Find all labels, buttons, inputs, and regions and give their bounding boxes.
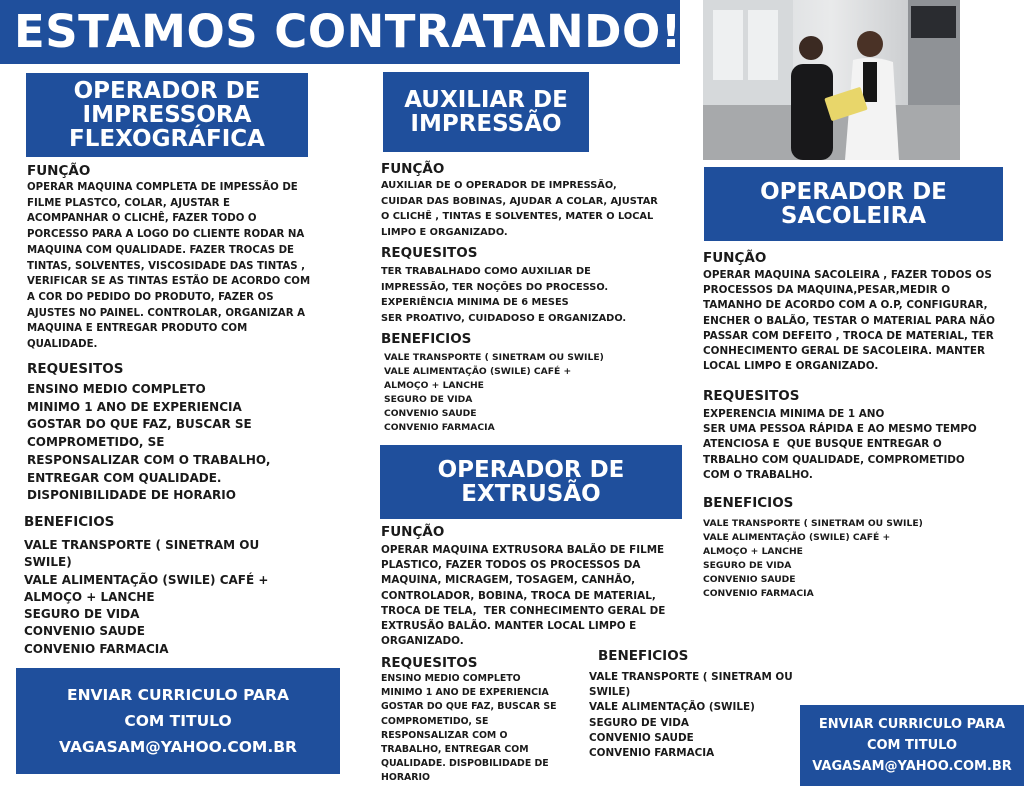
page-title: ESTAMOS CONTRATANDO! [0, 0, 680, 64]
beneficios-label: BENEFICIOS [703, 495, 794, 511]
office-photo [703, 0, 960, 160]
job-title-operador-impressora: OPERADOR DE IMPRESSORA FLEXOGRÁFICA [26, 73, 308, 157]
requisitos-text: EXPERENCIA MINIMA DE 1 ANO SER UMA PESSOA RÁPIDA E AO MESMO TEMPO ATENCIOSA E QUE BUSQUE ENTREGAR O TRBALHO COM QUALIDADE, COMPROMETIDO COM O TRABALHO. [703, 408, 977, 481]
beneficios-label: BENEFICIOS [598, 648, 689, 664]
send-cv-box: ENVIAR CURRICULO PARA COM TITULO VAGASAM@YAHOO.COM.BR [800, 705, 1024, 786]
funcao-text: OPERAR MAQUINA EXTRUSORA BALÃO DE FILME PLASTICO, FAZER TODOS OS PROCESSOS DA MAQUINA, MICRAGEM, TOSAGEM, CANHÃO, CONTROLADOR, BOBINA, TROCA DE MATERIAL, TROCA DE TELA, TER CONHECIMENTO GERAL DE EXTRUSÃO BALÃO. MANTER LOCAL LIMPO E ORGANIZADO. [381, 544, 666, 648]
funcao-label: FUNÇÃO [381, 161, 445, 177]
requisitos-label: REQUESITOS [381, 245, 478, 261]
funcao-text: OPERAR MAQUINA SACOLEIRA , FAZER TODOS OS PROCESSOS DA MAQUINA,PESAR,MEDIR O TAMANHO DE ACORDO COM A O.P, CONFIGURAR, ENCHER O BALÃO, TESTAR O MATERIAL PARA NÃO PASSAR COM DEFEITO , TROCA DE MATERIAL, TER CONHECIMENTO GERAL DE SACOLEIRA. MANTER LOCAL LIMPO E ORGANIZADO. [703, 269, 995, 373]
job-title-auxiliar-impressao: AUXILIAR DE IMPRESSÃO [383, 72, 589, 152]
beneficios-label: BENEFICIOS [381, 331, 472, 347]
requisitos-label: REQUESITOS [703, 388, 800, 404]
job-title-operador-extrusao: OPERADOR DE EXTRUSÃO [380, 445, 682, 519]
funcao-text: OPERAR MAQUINA COMPLETA DE IMPESSÃO DE FILME PLASTCO, COLAR, AJUSTAR E ACOMPANHAR O CLICHÊ, FAZER TODO O PORCESSO PARA A LOGO DO CLIENTE RODAR NA MAQUINA COM QUALIDADE. FAZER TROCAS DE TINTAS, SOLVENTES, VISCOSIDADE DAS TINTAS , VERIFICAR SE AS TINTAS ESTÃO DE ACORDO COM A COR DO PEDIDO DO PRODUTO, FAZER OS AJUSTES NO PAINEL. CONTROLAR, ORGANIZAR A MAQUINA E ENTREGAR PRODUTO COM QUALIDADE. [27, 182, 311, 351]
funcao-label: FUNÇÃO [27, 163, 91, 179]
job-title-operador-sacoleira: OPERADOR DE SACOLEIRA [704, 167, 1003, 241]
beneficios-label: BENEFICIOS [24, 514, 115, 530]
beneficios-text: VALE TRANSPORTE ( SINETRAM OU SWILE) VALE ALIMENTAÇÃO (SWILE) SEGURO DE VIDA CONVENIO SAUDE CONVENIO FARMACIA [589, 671, 793, 760]
requisitos-text: TER TRABALHADO COMO AUXILIAR DE IMPRESSÃO, TER NOÇÕES DO PROCESSO. EXPERIÊNCIA MINIMA DE 6 MESES SER PROATIVO, CUIDADOSO E ORGANIZADO. [381, 266, 627, 324]
funcao-label: FUNÇÃO [381, 524, 445, 540]
requisitos-label: REQUESITOS [381, 655, 478, 671]
funcao-label: FUNÇÃO [703, 250, 767, 266]
send-cv-box: ENVIAR CURRICULO PARA COM TITULO VAGASAM@YAHOO.COM.BR [16, 668, 340, 774]
beneficios-text: VALE TRANSPORTE ( SINETRAM OU SWILE) VALE ALIMENTAÇÃO (SWILE) CAFÉ + ALMOÇO + LANCHE SEGURO DE VIDA CONVENIO SAUDE CONVENIO FARMACIA [703, 518, 923, 599]
requisitos-label: REQUESITOS [27, 361, 124, 377]
requisitos-text: ENSINO MEDIO COMPLETO MINIMO 1 ANO DE EXPERIENCIA GOSTAR DO QUE FAZ, BUSCAR SE COMPROMETIDO, SE RESPONSALIZAR COM O TRABALHO, ENTREGAR COM QUALIDADE. DISPONIBILIDADE DE HORARIO [27, 382, 271, 503]
beneficios-text: VALE TRANSPORTE ( SINETRAM OU SWILE) VALE ALIMENTAÇÃO (SWILE) CAFÉ + ALMOÇO + LANCHE SEGURO DE VIDA CONVENIO SAUDE CONVENIO FARMACIA [384, 352, 604, 433]
beneficios-text: VALE TRANSPORTE ( SINETRAM OU SWILE) VALE ALIMENTAÇÃO (SWILE) CAFÉ + ALMOÇO + LANCHE SEGURO DE VIDA CONVENIO SAUDE CONVENIO FARMACIA [24, 538, 269, 656]
funcao-text: AUXILIAR DE O OPERADOR DE IMPRESSÃO, CUIDAR DAS BOBINAS, AJUDAR A COLAR, AJUSTAR O CLICHÊ , TINTAS E SOLVENTES, MATER O LOCAL LIMPO E ORGANIZADO. [381, 180, 658, 238]
requisitos-text: ENSINO MEDIO COMPLETO MINIMO 1 ANO DE EXPERIENCIA GOSTAR DO QUE FAZ, BUSCAR SE COMPROMETIDO, SE RESPONSALIZAR COM O TRABALHO, ENTREGAR COM QUALIDADE. DISPOBILIDADE DE HORARIO [381, 673, 557, 784]
